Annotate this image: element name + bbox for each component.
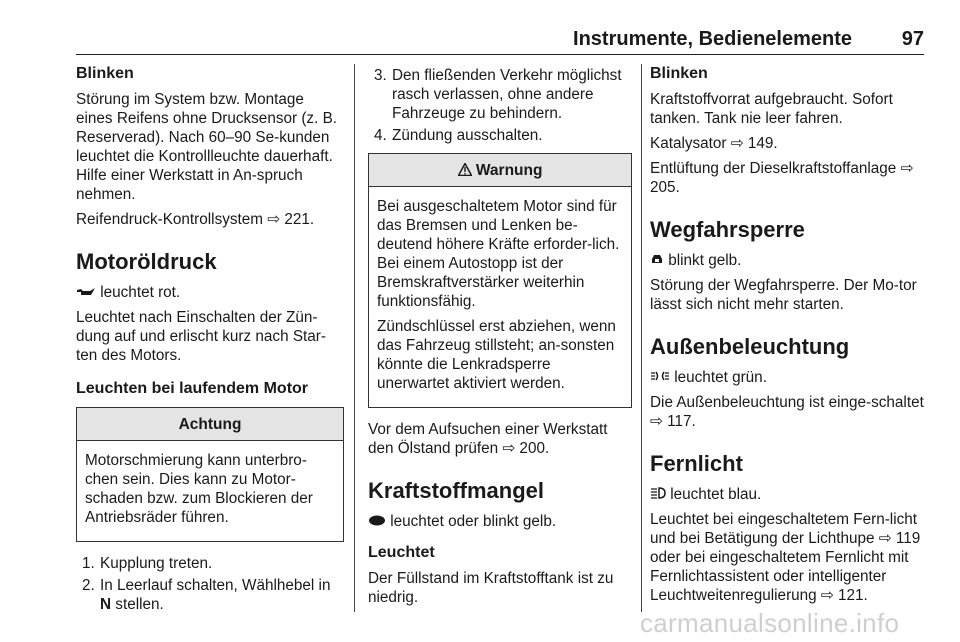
warning-triangle-icon (458, 162, 476, 179)
blinken-heading: Blinken (76, 65, 134, 82)
warning-title: Warnung (475, 162, 543, 179)
page-number: 97 (901, 28, 924, 50)
leuchtet-text: Der Füllstand im Kraftstofftank ist zu niedrig. (368, 570, 614, 606)
list-item: 1. Kupplung treten. (82, 555, 213, 572)
column-right (650, 64, 926, 611)
column-middle (368, 64, 632, 613)
immobilizer-status-line (650, 251, 926, 270)
page-header (76, 28, 924, 55)
list-item: 4. Zündung ausschalten. (374, 127, 543, 144)
steps-list-1 (76, 554, 344, 614)
high-beam-text: Leuchtet bei eingeschaltetem Fern-licht und bei Betätigung der Lichthupe ⇨ 119 oder bei eingeschaltetem Fernlicht mit Fernlichtassistent oder intelligenter Leuchtweitenregulierung ⇨ 121. (650, 511, 921, 604)
oil-check-reference: Vor dem Aufsuchen einer Werkstatt den Ölstand prüfen ⇨ 200. (368, 421, 608, 457)
warning-text-1: Bei ausgeschaltetem Motor sind für das Bremsen und Lenken be-deutend höhere Kräfte erforder-lich. Bei einem Autostopp ist der Bremskraftverstärker weiterhin funktionsfähig. (377, 198, 620, 310)
list-item: 3. Den fließenden Verkehr möglichst rasch verlassen, ohne andere Fahrzeuge zu behindern. (374, 67, 622, 122)
exterior-text: Die Außenbeleuchtung ist einge-schaltet ⇨ 117. (650, 394, 924, 430)
high-beam-status-line (650, 485, 926, 504)
watermark: carmanualsonline.info (640, 608, 900, 638)
warning-box (368, 153, 632, 408)
oil-text: Leuchtet nach Einschalten der Zün-dung auf und erlischt kurz nach Star-ten des Motors. (76, 309, 326, 364)
warning-header (369, 154, 631, 187)
fuel-status: leuchtet oder blinkt gelb. (390, 513, 557, 530)
immobilizer-heading: Wegfahrsperre (650, 217, 805, 242)
high-beam-status: leuchtet blau. (670, 486, 762, 503)
blinken-text: Störung im System bzw. Montage eines Reifens ohne Drucksensor (z. B. Reserverad). Nach 60–90 Se-kunden leuchtet die Kontrollleuchte dauerhaft. Hilfe einer Werkstatt in An-spruch nehmen. (76, 91, 338, 203)
sidelights-icon (650, 368, 670, 387)
steps-list-2 (368, 66, 632, 145)
fuel-indicator-icon (368, 512, 386, 531)
immobilizer-status: blinkt gelb. (668, 252, 742, 269)
chapter-title: Instrumente, Bedienelemente (573, 28, 852, 50)
tpms-reference: Reifendruck-Kontrollsystem ⇨ 221. (76, 211, 315, 228)
exterior-status-line (650, 368, 926, 387)
caution-title: Achtung (77, 408, 343, 441)
neutral-gear-label: N (100, 596, 112, 613)
oil-status: leuchtet rot. (100, 284, 181, 301)
oil-can-icon (76, 283, 96, 302)
diesel-reference: Entlüftung der Dieselkraftstoffanlage ⇨ 205. (650, 160, 914, 196)
caution-box (76, 407, 344, 542)
fuel-blinken-heading: Blinken (650, 65, 708, 82)
exterior-lights-heading: Außenbeleuchtung (650, 334, 850, 359)
car-key-icon (650, 251, 664, 270)
column-divider-left (354, 64, 355, 612)
column-divider-right (641, 64, 642, 612)
fuel-blinken-text: Kraftstoffvorrat aufgebraucht. Sofort tanken. Tank nie leer fahren. (650, 91, 893, 127)
oil-pressure-heading: Motoröldruck (76, 249, 217, 274)
fuel-status-line (368, 512, 632, 531)
fuel-heading: Kraftstoffmangel (368, 478, 545, 503)
exterior-status: leuchtet grün. (674, 369, 767, 386)
immobilizer-text: Störung der Wegfahrsperre. Der Mo-tor lässt sich nicht mehr starten. (650, 277, 917, 313)
high-beam-icon (650, 485, 666, 504)
oil-status-line (76, 283, 344, 302)
leuchtet-heading: Leuchtet (368, 544, 435, 561)
column-left (76, 64, 344, 622)
running-engine-heading: Leuchten bei laufendem Motor (76, 380, 309, 397)
warning-text-2: Zündschlüssel erst abziehen, wenn das Fahrzeug stillsteht; an-sonsten könnte die Lenkradsperre unerwartet aktiviert werden. (377, 318, 616, 392)
list-item: 2. In Leerlauf schalten, Wählhebel in N stellen. (82, 577, 331, 613)
caution-text: Motorschmierung kann unterbro-chen sein. Dies kann zu Motor-schaden bzw. zum Blockieren der Antriebsräder führen. (85, 452, 313, 526)
catalyst-reference: Katalysator ⇨ 149. (650, 135, 778, 152)
high-beam-heading: Fernlicht (650, 451, 743, 476)
